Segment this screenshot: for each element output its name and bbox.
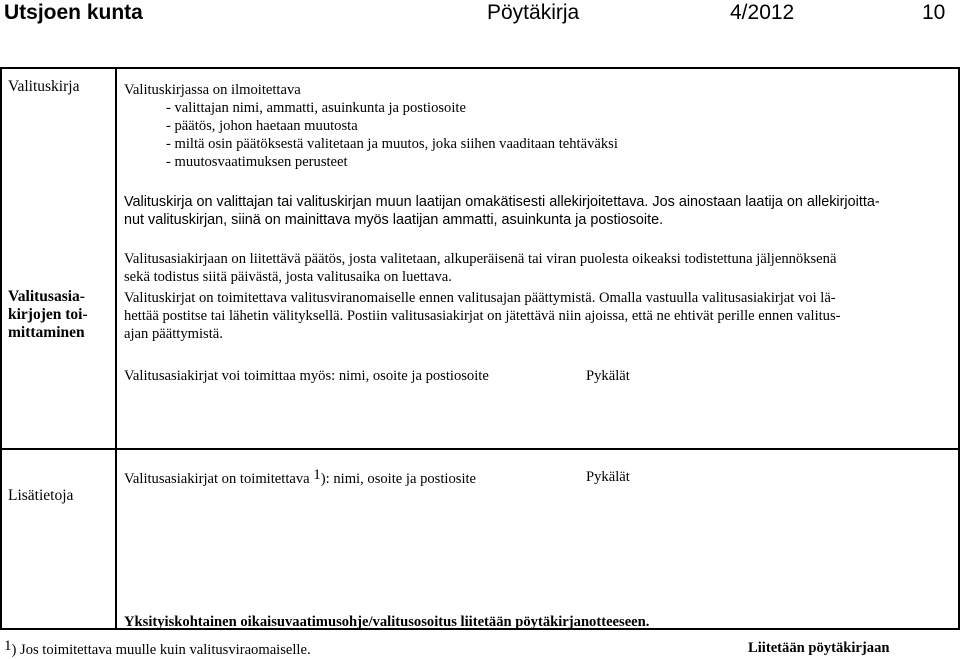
attachment-note: Liitetään pöytäkirjaan	[748, 640, 890, 656]
toimittaminen-label-line: mittaminen	[8, 324, 85, 341]
valituskirja-label: Valituskirja	[8, 78, 80, 95]
valituskirja-intro: Valituskirjassa on ilmoitettava	[124, 82, 301, 98]
valituskirja-item: - valittajan nimi, ammatti, asuinkunta ja postiosoite	[166, 100, 466, 116]
lisatietoja-label: Lisätietoja	[8, 487, 74, 504]
row-divider	[0, 448, 960, 450]
table-border-left	[0, 67, 2, 630]
attachment-paragraph: Valitusasiakirjaan on liitettävä päätös, josta valitetaan, alkuperäisenä tai viran puolesta oikeaksi todistettuna jäljennöksenä	[124, 251, 837, 267]
toimittaminen-label	[8, 288, 88, 342]
signature-requirement: nut valituskirjan, siinä on mainittava myös laatijan ammatti, asuinkunta ja postiosoite.	[124, 212, 664, 228]
document-number: 4/2012	[730, 1, 795, 24]
pykalat-tag: Pykälät	[586, 368, 630, 384]
document-type: Pöytäkirja	[487, 1, 580, 24]
footnote-mark: 1	[313, 467, 321, 483]
toimittaminen-label-line: kirjojen toi-	[8, 306, 88, 323]
delivery-paragraph: ajan päättymistä.	[124, 326, 223, 342]
instruction-note: Yksityiskohtainen oikaisuvaatimusohje/valitusosoitus liitetään pöytäkirjanotteeseen.	[124, 614, 650, 630]
page-header	[0, 0, 960, 28]
table-border-top	[0, 67, 960, 69]
valituskirja-item: - päätös, johon haetaan muutosta	[166, 118, 358, 134]
toimittaminen-label-line: Valitusasia-	[8, 288, 85, 305]
valituskirja-item: - muutosvaatimuksen perusteet	[166, 154, 348, 170]
delivery-paragraph: hettää postitse tai lähetin välityksellä. Postiin valitusasiakirjat on jätettävä niin ajoissa, että ne ehtivät perille ennen valitus-	[124, 308, 841, 324]
alt-delivery-line: Valitusasiakirjat voi toimittaa myös: nimi, osoite ja postiosoite	[124, 368, 489, 384]
delivery-address-line	[124, 466, 476, 488]
valituskirja-item: - miltä osin päätöksestä valitetaan ja muutos, joka siihen vaaditaan tehtäväksi	[166, 136, 618, 152]
footnote-mark: 1	[4, 638, 12, 654]
signature-requirement: Valituskirja on valittajan tai valituskirjan muun laatijan omakätisesti allekirjoitettava. Jos ainostaan laatija on allekirjoitta-	[124, 194, 880, 210]
attachment-paragraph: sekä todistus siitä päivästä, josta valitusaika on luettava.	[124, 269, 452, 285]
pykalat-tag: Pykälät	[586, 469, 630, 485]
delivery-paragraph: Valituskirjat on toimitettava valitusviranomaiselle ennen valitusajan päättymistä. Omalla vastuulla valitusasiakirjat voi lä-	[124, 290, 836, 306]
page-number: 10	[922, 1, 946, 24]
organization-name: Utsjoen kunta	[4, 1, 143, 24]
delivery-address-text: ): nimi, osoite ja postiosite	[320, 471, 477, 487]
footnote	[4, 637, 311, 659]
delivery-address-text: Valitusasiakirjat on toimitettava	[124, 471, 314, 487]
footnote-text: ) Jos toimitettava muulle kuin valitusviraomaiselle.	[11, 642, 311, 658]
label-column-divider	[115, 67, 117, 630]
